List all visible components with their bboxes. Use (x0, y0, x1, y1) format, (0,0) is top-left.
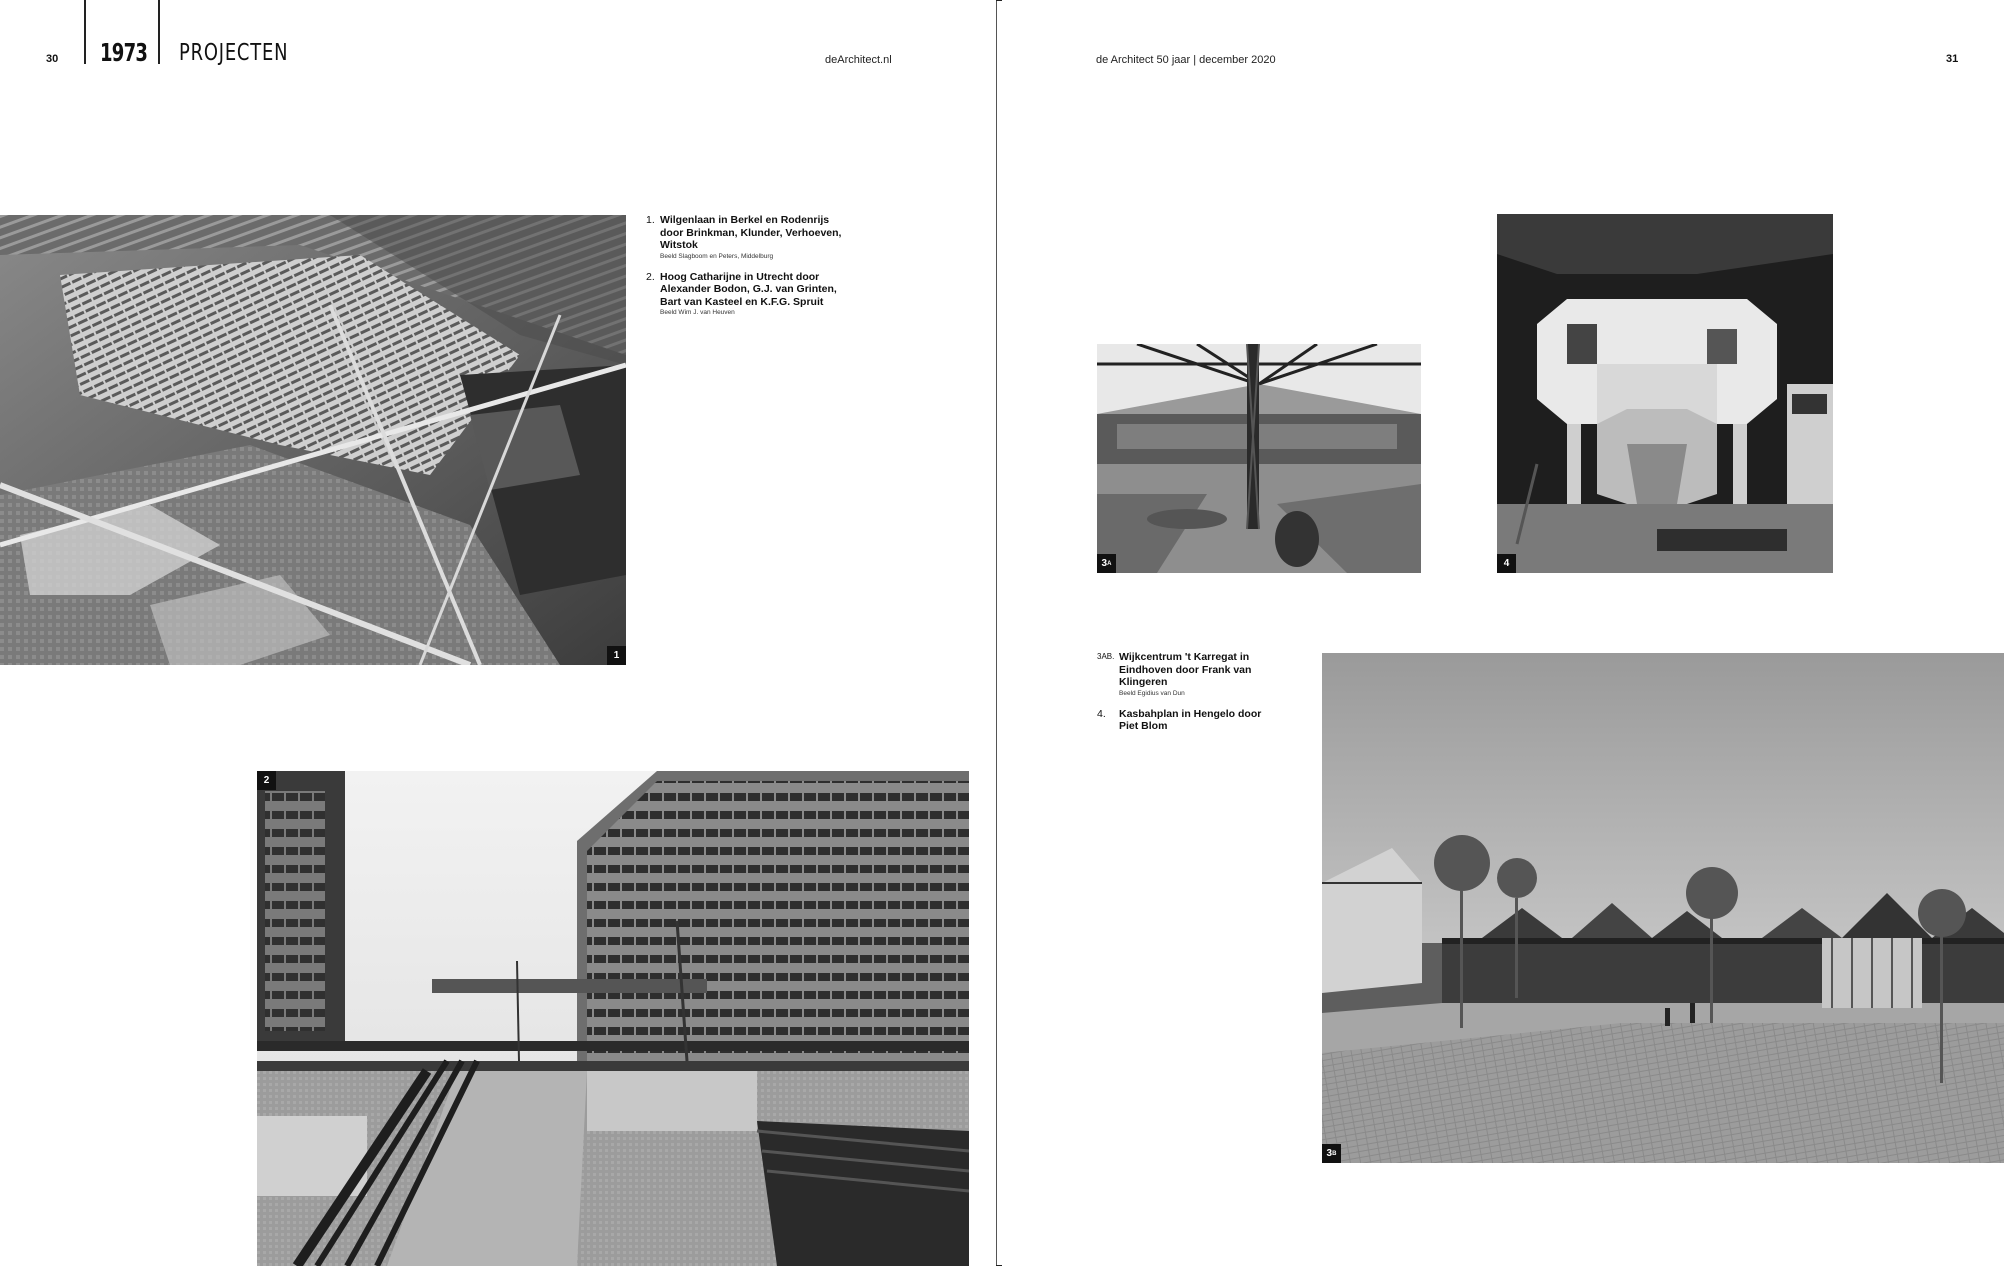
site-url: deArchitect.nl (825, 54, 892, 66)
caption-title: Wijkcentrum 't Karregat in Eindhoven door Frank van Klingeren (1119, 651, 1252, 688)
caption-title: Wilgenlaan in Berkel en Rodenrijs door Brinkman, Klunder, Verhoeven, Witstok (660, 214, 842, 251)
photo-1-aerial-housing (0, 215, 626, 665)
caption-item: 3AB. Wijkcentrum 't Karregat in Eindhoven door Frank van Klingeren Beeld Egidius van Dun (1097, 651, 1267, 699)
section-heading: PROJECTEN (179, 40, 289, 66)
photo-number-badge: 3 B (1322, 1144, 1341, 1163)
page-number-right: 31 (1946, 53, 1959, 65)
photo-4-kasbah-hengelo (1497, 214, 1833, 573)
caption-block-right (1097, 651, 1267, 742)
header-divider (158, 0, 160, 64)
photo-number-badge: 4 (1497, 554, 1516, 573)
photo-number-badge: 3 A (1097, 554, 1116, 573)
running-head: de Architect 50 jaar | december 2020 (1096, 54, 1276, 66)
caption-title: Hoog Catharijne in Utrecht door Alexander Bodon, G.J. van Grinten, Bart van Kasteel en K.F.G. Spruit (660, 270, 837, 308)
photo-credit: Beeld Egidius van Dun (1119, 689, 1185, 697)
caption-title: Kasbahplan in Hengelo door Piet Blom (1119, 707, 1262, 732)
photo-3b-karregat-exterior (1322, 653, 2004, 1163)
photo-number-badge: 1 (607, 646, 626, 665)
caption-block-left (646, 214, 846, 327)
photo-2-hoog-catharijne (257, 771, 969, 1266)
photo-credit: Beeld Slagboom en Peters, Middelburg (660, 252, 774, 260)
caption-item: 1. Wilgenlaan in Berkel en Rodenrijs door Brinkman, Klunder, Verhoeven, Witstok Beeld Slagboom en Peters, Middelburg (646, 214, 846, 262)
photo-3a-karregat-interior (1097, 344, 1421, 573)
right-page (1002, 0, 2004, 1266)
year-heading: 1973 (100, 38, 148, 67)
header-divider (84, 0, 86, 64)
left-page (0, 0, 996, 1266)
page-number-left: 30 (46, 53, 59, 65)
photo-credit: Beeld Wim J. van Heuven (660, 309, 735, 316)
photo-number-badge: 2 (257, 771, 276, 790)
caption-item: 2. Hoog Catharijne in Utrecht door Alexander Bodon, G.J. van Grinten, Bart van Kasteel en K.F.G. Spruit Beeld Wim J. van Heuven (646, 271, 846, 319)
caption-item: 4. Kasbahplan in Hengelo door Piet Blom (1097, 708, 1267, 733)
